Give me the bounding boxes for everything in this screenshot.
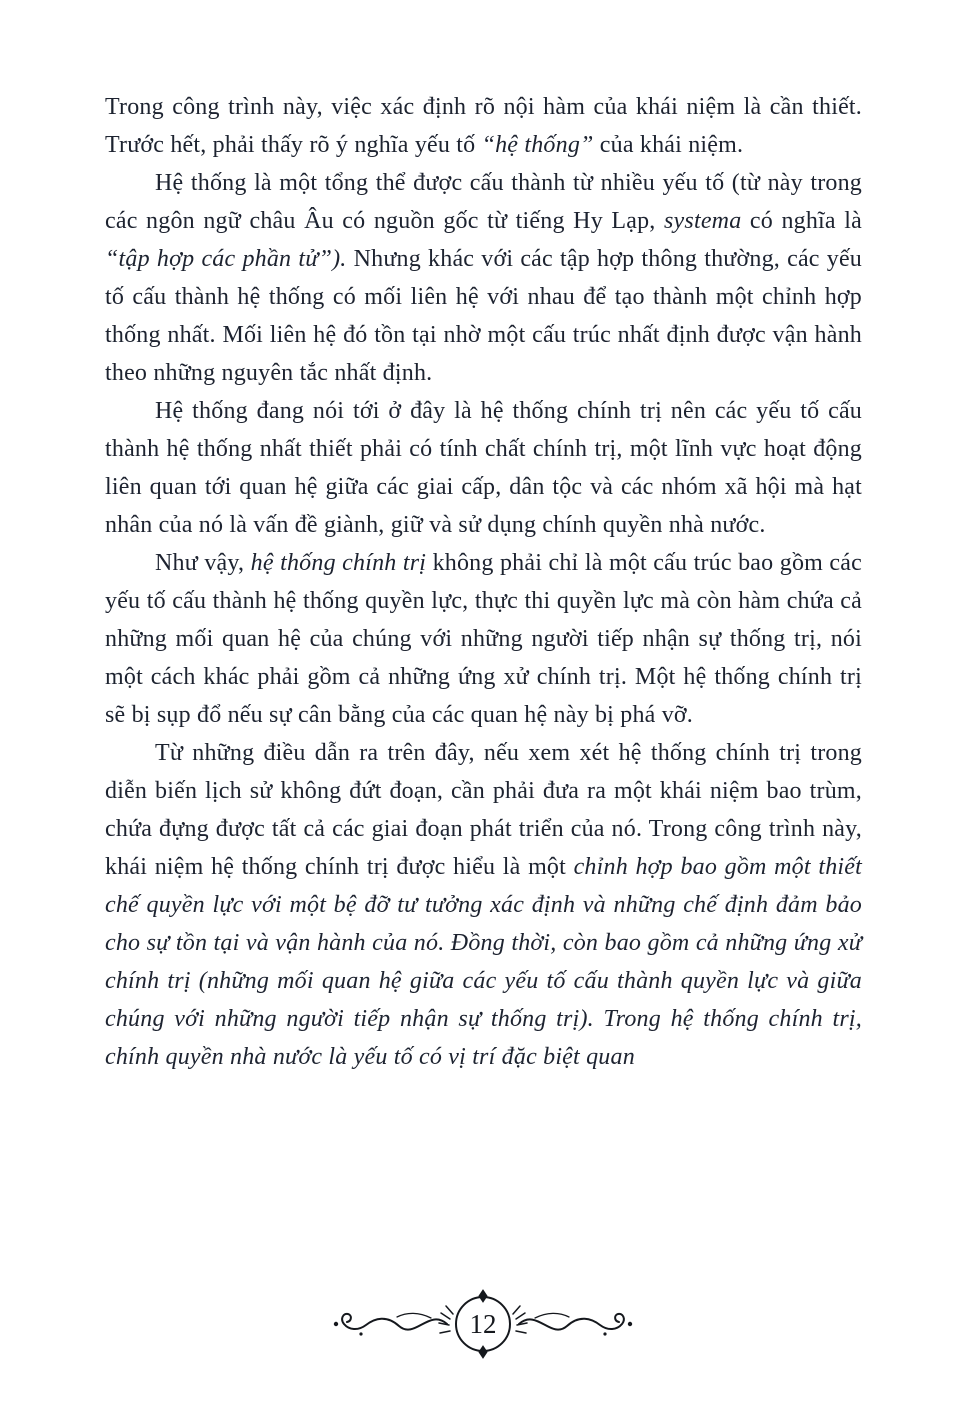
text-segment-normal: Nhưng khác với các tập hợp thông thường, các yếu tố cấu thành hệ thống có mối liên hệ với nhau để tạo thành một chỉnh hợp thống nhất. Mối liên hệ đó tồn tại nhờ một cấu trúc nhất định được vận hành theo những nguyên tắc nhất định. bbox=[105, 246, 863, 386]
paragraph-2 bbox=[105, 164, 862, 392]
text-segment-italic: “tập hợp các phần tử”). bbox=[105, 246, 347, 272]
text-segment-italic: “hệ thống” bbox=[481, 132, 594, 158]
text-segment-italic: chỉnh hợp bao gồm một thiết chế quyền lực với một bệ đỡ tư tưởng xác định và những chế định đảm bảo cho sự tồn tại và vận hành của nó. Đồng thời, còn bao gồm cả những ứng xử chính trị (những mối quan hệ giữa các yếu tố cấu thành quyền lực và giữa chúng với những người tiếp nhận sự thống trị). Trong hệ thống chính trị, chính quyền nhà nước là yếu tố có vị trí đặc biệt quan bbox=[105, 854, 862, 1070]
page-footer bbox=[303, 1282, 663, 1371]
page-body bbox=[105, 88, 862, 1076]
paragraph-3 bbox=[105, 392, 862, 544]
text-segment-italic: hệ thống chính trị bbox=[250, 550, 427, 576]
text-segment-normal: Hệ thống là một tổng thể được cấu thành từ nhiều yếu tố (từ này trong các ngôn ngữ châu Âu có nguồn gốc từ tiếng Hy Lạp, bbox=[105, 170, 862, 234]
text-segment-normal: không phải chỉ là một cấu trúc bao gồm các yếu tố cấu thành hệ thống quyền lực, thực thi quyền lực mà còn hàm chứa cả những mối quan hệ của chúng với những người tiếp nhận sự thống trị, nói một cách khác phải gồm cả những ứng xử chính trị. Một hệ thống chính trị sẽ bị sụp đổ nếu sự cân bằng của các quan hệ này bị phá vỡ. bbox=[105, 550, 862, 728]
text-segment-normal: Như vậy, bbox=[155, 550, 251, 576]
text-segment-italic: systema bbox=[664, 208, 742, 234]
text-segment-normal: có nghĩa là bbox=[741, 208, 862, 234]
page-number: 12 bbox=[469, 1309, 496, 1339]
text-segment-normal: Hệ thống đang nói tới ở đây là hệ thống chính trị nên các yếu tố cấu thành hệ thống nhất thiết phải có tính chất chính trị, một lĩnh vực hoạt động liên quan tới quan hệ giữa các giai cấp, dân tộc và các nhóm xã hội mà hạt nhân của nó là vấn đề giành, giữ và sử dụng chính quyền nhà nước. bbox=[105, 398, 862, 538]
paragraph-4 bbox=[105, 544, 862, 734]
text-segment-normal: Trong công trình này, việc xác định rõ nội hàm của khái niệm là cần thiết. Trước hết, phải thấy rõ ý nghĩa yếu tố bbox=[105, 94, 862, 158]
text-segment-normal: của khái niệm. bbox=[593, 132, 744, 158]
paragraph-1 bbox=[105, 88, 862, 164]
text-segment-normal: Từ những điều dẫn ra trên đây, nếu xem xét hệ thống chính trị trong diễn biến lịch sử không đứt đoạn, cần phải đưa ra một khái niệm bao trùm, chứa đựng được tất cả các giai đoạn phát triển của nó. Trong công trình này, khái niệm hệ thống chính trị được hiểu là một bbox=[105, 740, 862, 880]
paragraph-5 bbox=[105, 734, 862, 1076]
ornament-flourish-icon bbox=[303, 1282, 663, 1366]
